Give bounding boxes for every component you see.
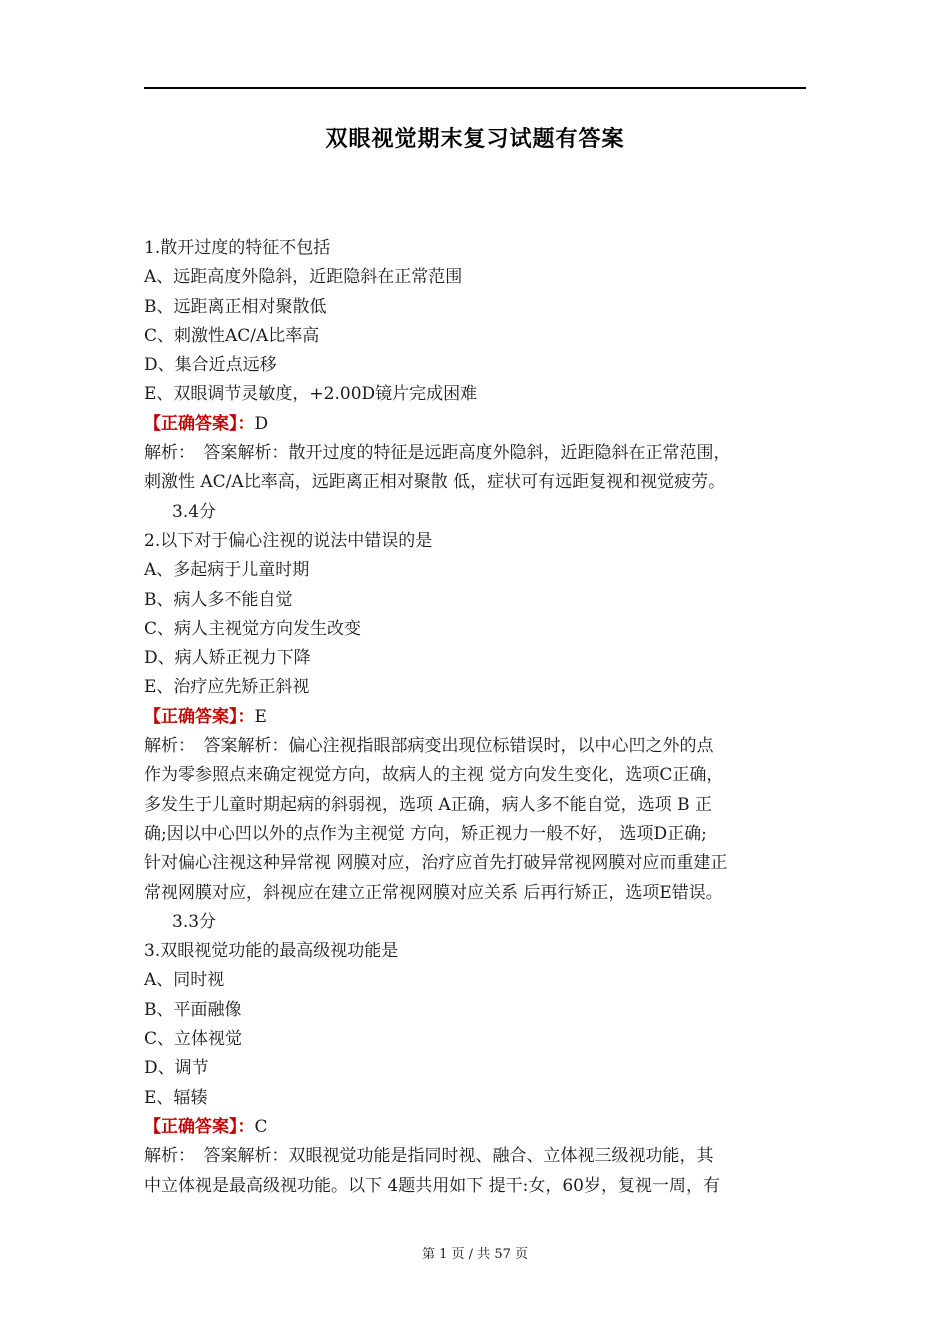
- analysis-line: 多发生于儿童时期起病的斜弱视，选项 A正确，病人多不能自觉，选项 B 正: [144, 794, 712, 815]
- page-footer: 第 1 页 / 共 57 页: [422, 1247, 528, 1262]
- analysis-line: 常视网膜对应，斜视应在建立正常视网膜对应关系 后再行矫正，选项E错误。: [144, 882, 723, 903]
- question-1: [144, 234, 806, 527]
- option-a: A、同时视: [144, 970, 225, 991]
- option-d: D、集合近点远移: [144, 355, 277, 376]
- option-c: C、病人主视觉方向发生改变: [144, 618, 362, 639]
- question-score: 3.4分: [172, 501, 217, 522]
- correct-answer-value: E: [254, 706, 267, 727]
- option-b: B、病人多不能自觉: [144, 589, 293, 610]
- correct-answer: [144, 703, 806, 732]
- analysis-line: 解析： 答案解析：散开过度的特征是远距高度外隐斜，近距隐斜在正常范围，: [144, 443, 731, 464]
- question-2: [144, 527, 806, 937]
- question-score: 3.3分: [172, 911, 217, 932]
- correct-answer-label: 【正确答案】：: [144, 706, 255, 727]
- document-title: 双眼视觉期末复习试题有答案: [325, 127, 625, 152]
- option-b: B、平面融像: [144, 999, 242, 1020]
- option-a: A、多起病于儿童时期: [144, 560, 310, 581]
- analysis-line: 确;因以中心凹以外的点作为主视觉 方向，矫正视力一般不好， 选项D正确;: [144, 823, 707, 844]
- option-a: A、远距高度外隐斜，近距隐斜在正常范围: [144, 267, 463, 288]
- question-3: [144, 937, 806, 1201]
- correct-answer-value: D: [254, 413, 269, 434]
- analysis-line: 解析： 答案解析：双眼视觉功能是指同时视、融合、立体视三级视功能，其: [144, 1146, 714, 1167]
- option-e: E、双眼调节灵敏度，+2.00D镜片完成困难: [144, 384, 478, 405]
- correct-answer: [144, 1113, 806, 1142]
- correct-answer-label: 【正确答案】：: [144, 413, 255, 434]
- option-e: E、治疗应先矫正斜视: [144, 677, 310, 698]
- document-body: [144, 234, 806, 1201]
- option-e: E、辐辏: [144, 1087, 208, 1108]
- correct-answer: [144, 410, 806, 439]
- header-rule: [144, 87, 806, 89]
- analysis-line: 作为零参照点来确定视觉方向，故病人的主视 觉方向发生变化，选项C正确，: [144, 765, 724, 786]
- option-b: B、远距离正相对聚散低: [144, 296, 327, 317]
- option-c: C、立体视觉: [144, 1029, 243, 1050]
- analysis-line: 解析： 答案解析：偏心注视指眼部病变出现位标错误时，以中心凹之外的点: [144, 736, 714, 757]
- analysis-line: 针对偏心注视这种异常视 网膜对应，治疗应首先打破异常视网膜对应而重建正: [144, 853, 728, 874]
- option-d: D、病人矫正视力下降: [144, 648, 311, 669]
- option-c: C、刺激性AC/A比率高: [144, 325, 320, 346]
- option-d: D、调节: [144, 1058, 209, 1079]
- analysis-line: 中立体视是最高级视功能。以下 4题共用如下 提干:女，60岁，复视一周，有: [144, 1175, 720, 1196]
- question-stem: 3.双眼视觉功能的最高级视功能是: [144, 941, 399, 962]
- analysis-line: 刺激性 AC/A比率高，远距离正相对聚散 低，症状可有远距复视和视觉疲劳。: [144, 472, 726, 493]
- correct-answer-value: C: [254, 1116, 268, 1137]
- correct-answer-label: 【正确答案】：: [144, 1116, 255, 1137]
- question-stem: 2.以下对于偏心注视的说法中错误的是: [144, 530, 433, 551]
- question-stem: 1.散开过度的特征不包括: [144, 238, 331, 258]
